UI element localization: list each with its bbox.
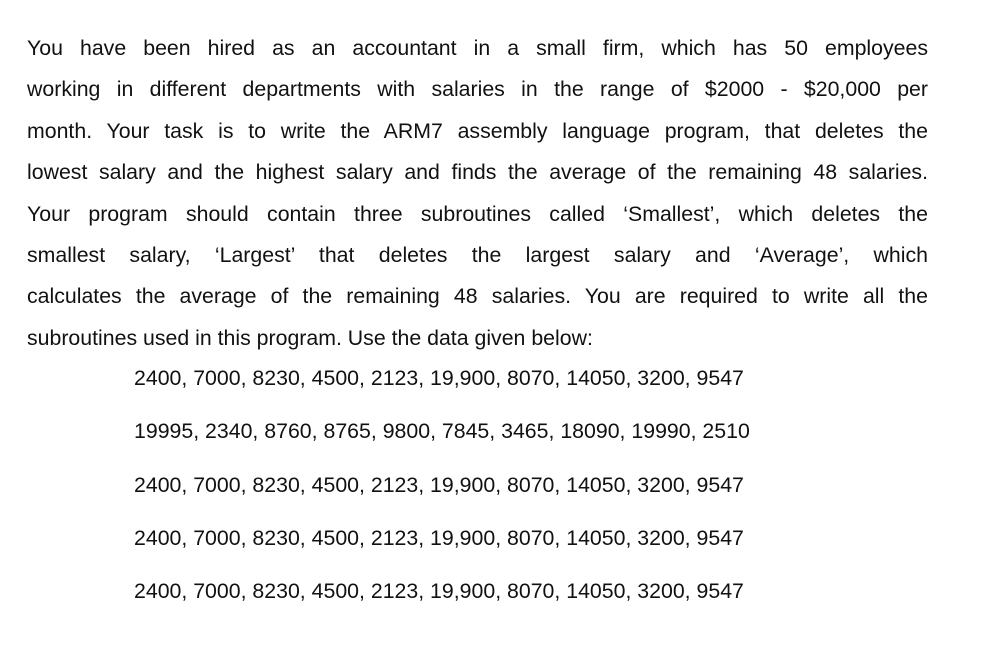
paragraph-line: month. Your task is to write the ARM7 assembly language program, that deletes the (27, 118, 928, 143)
paragraph-line: calculates the average of the remaining 48 salaries. You are required to write all the (27, 284, 928, 309)
salary-data-row: 2400, 7000, 8230, 4500, 2123, 19,900, 8070, 14050, 3200, 9547 (134, 472, 744, 497)
paragraph-line: You have been hired as an accountant in a small firm, which has 50 employees (27, 36, 928, 60)
paragraph-line: lowest salary and the highest salary and finds the average of the remaining 48 salaries. (27, 160, 928, 185)
salary-data-row: 19995, 2340, 8760, 8765, 9800, 7845, 3465, 18090, 19990, 2510 (134, 419, 750, 444)
salary-data-row: 2400, 7000, 8230, 4500, 2123, 19,900, 8070, 14050, 3200, 9547 (134, 579, 744, 604)
salary-data-row: 2400, 7000, 8230, 4500, 2123, 19,900, 8070, 14050, 3200, 9547 (134, 525, 744, 550)
problem-paragraph (27, 28, 928, 359)
paragraph-line: subroutines used in this program. Use the data given below: (27, 325, 593, 350)
paragraph-line: working in different departments with salaries in the range of $2000 - $20,000 per (27, 77, 928, 102)
paragraph-line: smallest salary, ‘Largest’ that deletes the largest salary and ‘Average’, which (27, 243, 928, 268)
problem-statement (27, 28, 928, 359)
salary-data-list (134, 365, 894, 631)
salary-data-row: 2400, 7000, 8230, 4500, 2123, 19,900, 8070, 14050, 3200, 9547 (134, 366, 744, 390)
paragraph-line: Your program should contain three subroutines called ‘Smallest’, which deletes the (27, 201, 928, 226)
